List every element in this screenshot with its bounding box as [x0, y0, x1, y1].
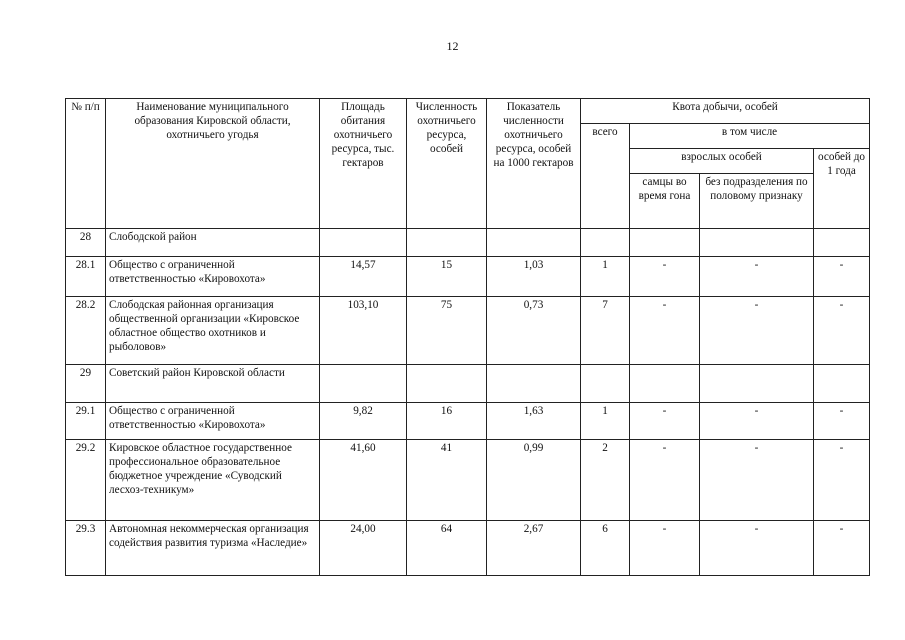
row-name: Общество с ограниченной ответственностью «Кировохота» [106, 403, 320, 440]
row-young: - [814, 440, 870, 521]
row-area: 41,60 [320, 440, 407, 521]
header-area: Площадь обитания охотничьего ресурса, тыс. гектаров [320, 99, 407, 229]
row-num: 29 [66, 365, 106, 403]
row-males: - [630, 257, 700, 297]
row-young [814, 365, 870, 403]
row-density [487, 229, 581, 257]
row-males: - [630, 521, 700, 576]
row-young: - [814, 297, 870, 365]
table-row [66, 229, 870, 257]
row-males [630, 365, 700, 403]
row-area: 9,82 [320, 403, 407, 440]
row-total [581, 365, 630, 403]
table-row [66, 440, 870, 521]
table-row [66, 403, 870, 440]
row-young: - [814, 257, 870, 297]
row-total: 6 [581, 521, 630, 576]
quota-table [65, 98, 870, 576]
row-nosex: - [700, 257, 814, 297]
row-total: 2 [581, 440, 630, 521]
page-number: 12 [446, 39, 459, 53]
header-name: Наименование муниципального образования Кировской области, охотничьего угодья [106, 99, 320, 229]
table-row [66, 257, 870, 297]
row-males: - [630, 440, 700, 521]
row-nosex: - [700, 297, 814, 365]
row-name: Слободская районная организация общественной организации «Кировское областное общество охотников и рыболовов» [106, 297, 320, 365]
row-males: - [630, 297, 700, 365]
row-nosex: - [700, 440, 814, 521]
row-count: 64 [407, 521, 487, 576]
row-density: 0,73 [487, 297, 581, 365]
header-density: Показатель численности охотничьего ресурса, особей на 1000 гектаров [487, 99, 581, 229]
row-density [487, 365, 581, 403]
row-males [630, 229, 700, 257]
row-young: - [814, 403, 870, 440]
row-count: 41 [407, 440, 487, 521]
row-num: 28.2 [66, 297, 106, 365]
row-total [581, 229, 630, 257]
row-nosex [700, 365, 814, 403]
row-nosex: - [700, 521, 814, 576]
row-density: 1,63 [487, 403, 581, 440]
row-nosex: - [700, 403, 814, 440]
row-area [320, 229, 407, 257]
row-name: Кировское областное государственное профессиональное образовательное бюджетное учреждение «Суводский лесхоз-техникум» [106, 440, 320, 521]
row-area: 14,57 [320, 257, 407, 297]
table-row [66, 365, 870, 403]
row-name: Автономная некоммерческая организация содействия развития туризма «Наследие» [106, 521, 320, 576]
header-males-rut: самцы во время гона [630, 174, 700, 229]
row-males: - [630, 403, 700, 440]
header-num: № п/п [66, 99, 106, 229]
row-area: 103,10 [320, 297, 407, 365]
row-name: Советский район Кировской области [106, 365, 320, 403]
row-num: 28 [66, 229, 106, 257]
header-count: Численность охотничьего ресурса, особей [407, 99, 487, 229]
header-adults: взрослых особей [630, 149, 814, 174]
row-name: Слободской район [106, 229, 320, 257]
row-nosex [700, 229, 814, 257]
table-row [66, 297, 870, 365]
row-young [814, 229, 870, 257]
row-total: 7 [581, 297, 630, 365]
table-row [66, 521, 870, 576]
row-young: - [814, 521, 870, 576]
header-total: всего [581, 124, 630, 229]
row-count: 15 [407, 257, 487, 297]
row-area [320, 365, 407, 403]
row-num: 29.3 [66, 521, 106, 576]
row-name: Общество с ограниченной ответственностью «Кировохота» [106, 257, 320, 297]
row-area: 24,00 [320, 521, 407, 576]
row-total: 1 [581, 403, 630, 440]
header-quota: Квота добычи, особей [581, 99, 870, 124]
header-including: в том числе [630, 124, 870, 149]
row-density: 1,03 [487, 257, 581, 297]
header-no-sex-division: без подразделения по половому признаку [700, 174, 814, 229]
row-num: 29.2 [66, 440, 106, 521]
row-num: 28.1 [66, 257, 106, 297]
row-total: 1 [581, 257, 630, 297]
header-young: особей до 1 года [814, 149, 870, 229]
row-num: 29.1 [66, 403, 106, 440]
row-density: 2,67 [487, 521, 581, 576]
row-count: 75 [407, 297, 487, 365]
row-count [407, 229, 487, 257]
row-count [407, 365, 487, 403]
row-count: 16 [407, 403, 487, 440]
row-density: 0,99 [487, 440, 581, 521]
